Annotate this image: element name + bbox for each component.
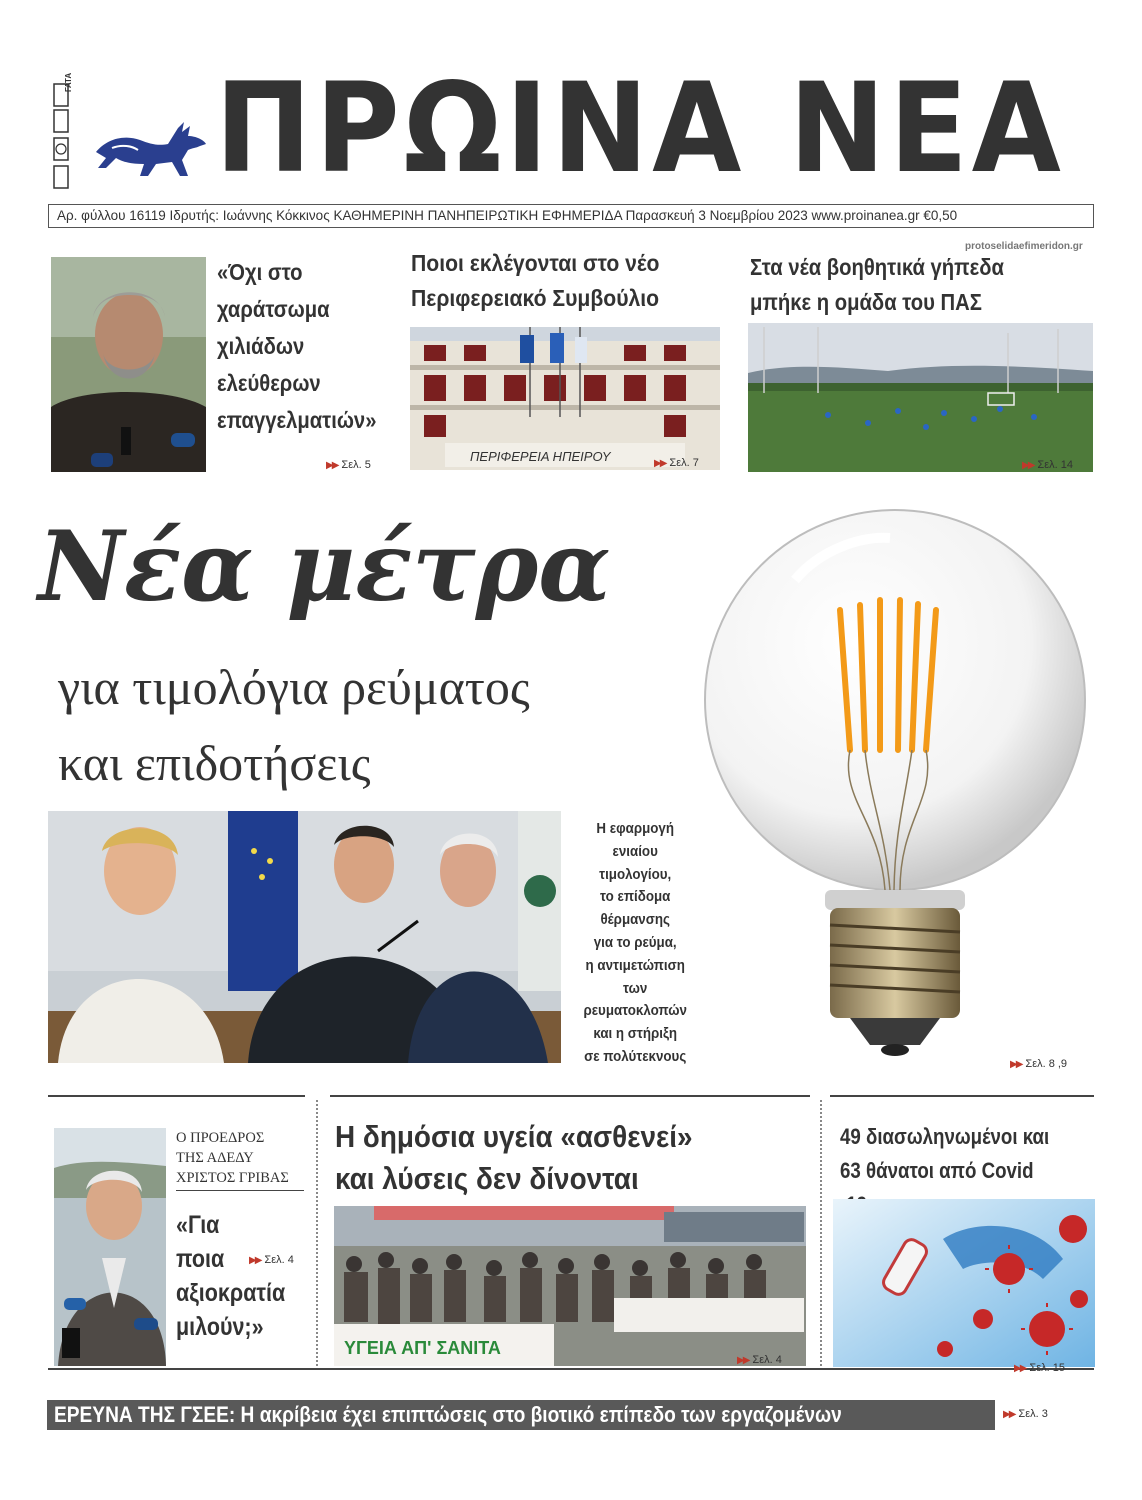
newspaper-title: ΠΡΩΙΝΑ ΝΕΑ [215, 57, 1065, 201]
lead-line: η αντιμετώπιση [585, 957, 685, 974]
quote-line: μιλούν;» [176, 1313, 264, 1341]
lead-line: για το ρεύμα, [593, 934, 677, 951]
double-arrow-icon: ▶▶ [654, 458, 666, 469]
badge-label: ΓΑΤΑ [64, 72, 73, 92]
label-line: ΧΡΙΣΤΟΣ ΓΡΙΒΑΣ [176, 1170, 289, 1186]
bottom-story-3-page-ref[interactable] [1014, 1362, 1065, 1374]
double-arrow-icon: ▶▶ [1003, 1409, 1015, 1420]
headline-line: Ποιοι εκλέγονται στο νέο [411, 250, 660, 276]
issue-info-bar: Αρ. φύλλου 16119 Ιδρυτής: Ιωάννης Κόκκινος ΚΑΘΗΜΕΡΙΝΗ ΠΑΝΗΠΕΙΡΩΤΙΚΗ ΕΦΗΜΕΡΙΔΑ Παρασκευή 3 Νοεμβρίου 2023 www.proinanea.gr €0,50 [48, 204, 1094, 228]
lead-line: θέρμανσης [600, 912, 670, 929]
light-bulb-icon [700, 500, 1100, 1060]
story-3-photo[interactable] [748, 323, 1093, 472]
headline-line: Η δημόσια υγεία «ασθενεί» [335, 1119, 693, 1154]
story-1-photo[interactable] [51, 257, 206, 472]
column-divider [820, 1100, 822, 1370]
headline-line: Περιφερειακό Συμβούλιο [411, 285, 660, 311]
bottom-story-1-page-ref[interactable] [249, 1254, 294, 1266]
protest-banner-text: ΥΓΕΙΑ ΑΠ' ΣΑΝΙΤΑ [344, 1338, 501, 1358]
story-1-page-ref[interactable] [326, 459, 371, 471]
main-story-photo[interactable] [48, 811, 561, 1063]
quote-line: «Για [176, 1211, 220, 1239]
story-3-headline[interactable] [750, 250, 1084, 320]
double-arrow-icon: ▶▶ [249, 1255, 261, 1266]
column-divider [316, 1100, 318, 1370]
bottom-story-1-photo[interactable] [54, 1128, 166, 1366]
headline-line: Στα νέα βοηθητικά γήπεδα [750, 254, 1004, 280]
page-ref-label: Σελ. 3 [1018, 1408, 1048, 1420]
label-line: Ο ΠΡΟΕΔΡΟΣ [176, 1130, 265, 1146]
lead-line: και η στήριξη [593, 1026, 678, 1043]
bottom-story-2-photo[interactable] [334, 1206, 806, 1366]
quote-line: ποια [176, 1245, 225, 1273]
main-headline[interactable]: Νέα μέτρα [38, 510, 611, 623]
publisher-badges [50, 82, 86, 192]
section-rule [48, 1368, 1094, 1370]
story-2-headline[interactable] [411, 246, 724, 316]
headline-line: χιλιάδων [217, 333, 305, 359]
story-2-photo[interactable] [410, 327, 720, 470]
bottom-story-1-label [176, 1128, 289, 1188]
page-ref-label: Σελ. 8 ,9 [1025, 1058, 1068, 1070]
section-rule [48, 1095, 305, 1097]
lead-line: το επίδομα [600, 889, 671, 906]
page-ref-label: Σελ. 14 [1037, 459, 1073, 471]
label-underline [176, 1190, 304, 1191]
lead-line: σε πολύτεκνους [584, 1048, 687, 1065]
double-arrow-icon: ▶▶ [737, 1355, 749, 1366]
story-3-page-ref[interactable] [1022, 459, 1073, 471]
page-ref-label: Σελ. 4 [752, 1354, 782, 1366]
quote-line: αξιοκρατία [176, 1279, 286, 1307]
bottom-story-2-page-ref[interactable] [737, 1354, 782, 1366]
page-ref-label: Σελ. 15 [1029, 1362, 1065, 1374]
headline-line: χαράτσωμα [217, 296, 330, 322]
bottom-story-2-headline[interactable] [335, 1116, 767, 1200]
headline-line: 63 θάνατοι από Covid [840, 1158, 1034, 1183]
lead-line: Η εφαρμογή [596, 821, 674, 837]
headline-line: μπήκε η ομάδα του ΠΑΣ [750, 289, 982, 315]
headline-line: και λύσεις δεν δίνονται [335, 1161, 639, 1196]
headline-line: ελεύθερων [217, 370, 321, 396]
main-story-page-ref[interactable] [1010, 1058, 1067, 1070]
watermark: protoselidaefimeridon.gr [965, 241, 1083, 252]
photo-sign-text: ΠΕΡΙΦΕΡΕΙΑ ΗΠΕΙΡΟΥ [470, 449, 611, 464]
main-subhead-line-1: για τιμολόγια ρεύματος [58, 659, 530, 715]
bottom-bar-headline[interactable]: ΕΡΕΥΝΑ ΤΗΣ ΓΣΕΕ: Η ακρίβεια έχει επιπτώσεις στο βιοτικό επίπεδο των εργαζομένων [54, 1402, 842, 1427]
headline-line: 49 διασωληνωμένοι και [840, 1124, 1050, 1149]
page-ref-label: Σελ. 7 [669, 457, 699, 469]
story-2-page-ref[interactable] [654, 457, 699, 469]
section-rule [330, 1095, 810, 1097]
bottom-story-1-quote[interactable] [176, 1208, 285, 1344]
double-arrow-icon: ▶▶ [1010, 1059, 1022, 1070]
goat-logo-icon [92, 118, 210, 182]
headline-line: επαγγελματιών» [217, 407, 377, 433]
label-line: ΤΗΣ ΑΔΕΔΥ [176, 1150, 254, 1166]
double-arrow-icon: ▶▶ [326, 460, 338, 471]
main-subhead-line-2: και επιδοτήσεις [58, 735, 371, 791]
page-ref-label: Σελ. 4 [264, 1254, 294, 1266]
bottom-bar-page-ref[interactable] [1003, 1408, 1048, 1420]
lead-line: ενιαίου τιμολογίου, [599, 843, 672, 883]
double-arrow-icon: ▶▶ [1014, 1363, 1026, 1374]
story-1-headline[interactable] [217, 254, 375, 439]
section-rule [830, 1095, 1094, 1097]
lead-line: των ρευματοκλοπών [583, 980, 687, 1020]
double-arrow-icon: ▶▶ [1022, 460, 1034, 471]
page-ref-label: Σελ. 5 [341, 459, 371, 471]
headline-line: «Όχι στο [217, 259, 303, 285]
bottom-story-3-photo[interactable] [833, 1199, 1095, 1367]
main-story-lead [580, 818, 690, 1069]
